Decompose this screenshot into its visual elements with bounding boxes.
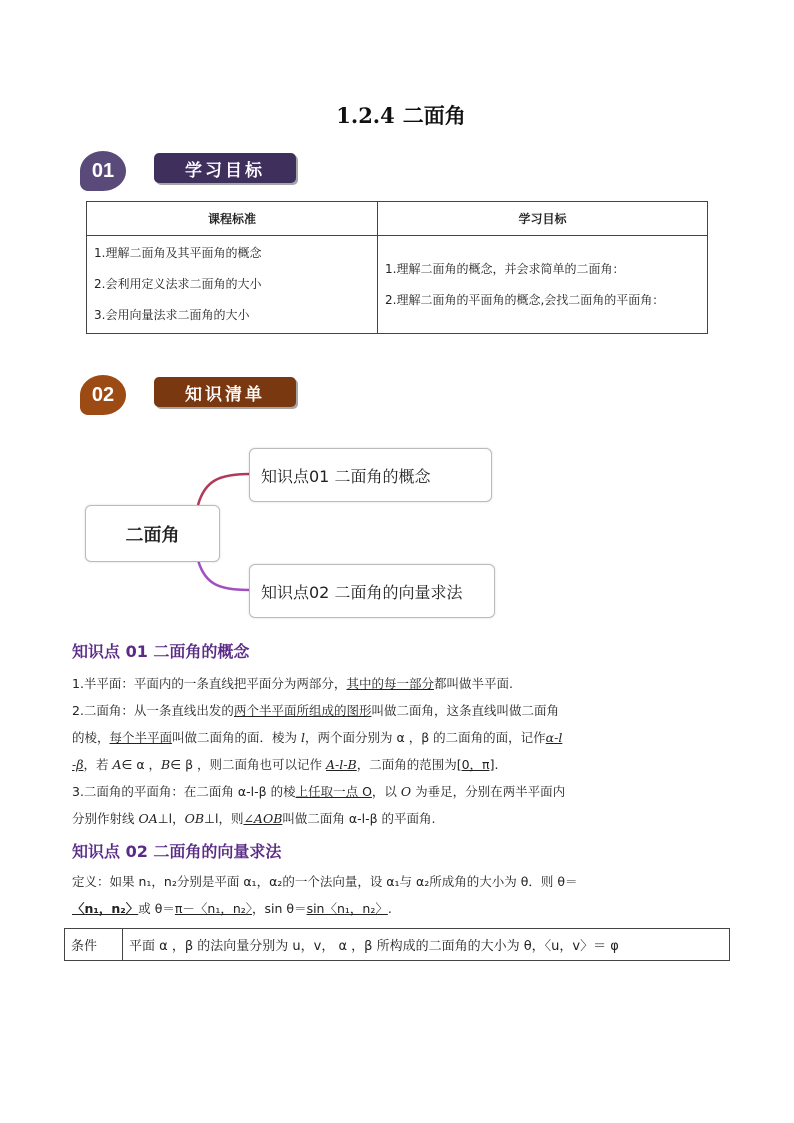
condition-table <box>64 928 730 961</box>
paragraph-plane-angle: 3.二面角的平面角：在二面角 α-l-β 的棱上任取一点 O，以 O 为垂足，分别在两半平面内 分别作射线 OA⊥l，OB⊥l，则∠AOB叫做二面角 α-l-β 的平面角. <box>72 784 566 826</box>
mindmap-node: 知识点01 二面角的概念 <box>249 448 492 502</box>
table-header: 课程标准 <box>87 202 378 236</box>
list-item: 1.理解二面角的概念，并会求简单的二面角： <box>385 261 625 276</box>
page-title: 1.2.4 二面角 <box>336 103 466 128</box>
knowledge-point-heading: 知识点 01 二面角的概念 <box>72 642 250 661</box>
paragraph-dihedral-angle: 2.二面角：从一条直线出发的两个半平面所组成的图形叫做二面角，这条直线叫做二面角 的棱，每个半平面叫做二面角的面．棱为 l，两个面分别为 α ，β 的二面角的面，记作α-l -β，若 A∈ α ，B∈ β ，则二面角也可以记作 A-l-B，二面角的范围为[0，π]. <box>72 703 563 772</box>
condition-text: 平面 α ，β 的法向量分别为 u，v， α ，β 所构成的二面角的大小为 θ，〈u，v〉＝ φ <box>123 929 730 961</box>
table-header: 学习目标 <box>378 202 708 236</box>
condition-label: 条件 <box>65 929 123 961</box>
paragraph-half-plane: 1.半平面：平面内的一条直线把平面分为两部分，其中的每一部分都叫做半平面. <box>72 676 513 691</box>
list-item: 2.理解二面角的平面角的概念,会找二面角的平面角： <box>385 292 665 307</box>
mindmap-node: 知识点02 二面角的向量求法 <box>249 564 495 618</box>
section-label: 知识清单 <box>154 377 296 407</box>
section-number-badge: 02 <box>80 375 126 415</box>
list-item: 3.会用向量法求二面角的大小 <box>94 308 250 322</box>
mindmap-root: 二面角 <box>85 505 220 562</box>
list-item: 1.理解二面角及其平面角的概念 <box>94 246 262 260</box>
knowledge-point-heading: 知识点 02 二面角的向量求法 <box>72 842 282 861</box>
connector-line <box>198 560 250 590</box>
list-item: 2.会利用定义法求二面角的大小 <box>94 277 262 291</box>
section-label: 学习目标 <box>154 153 296 183</box>
connector-line <box>198 474 250 505</box>
paragraph-vector-method: 定义：如果 n₁，n₂分别是平面 α₁，α₂的一个法向量，设 α₁与 α₂所成角的大小为 θ．则 θ＝ 〈n₁，n₂〉或 θ＝π－〈n₁，n₂〉，sin θ＝sin〈n₁，n₂〉. <box>72 874 578 916</box>
section-number-badge: 01 <box>80 151 126 191</box>
